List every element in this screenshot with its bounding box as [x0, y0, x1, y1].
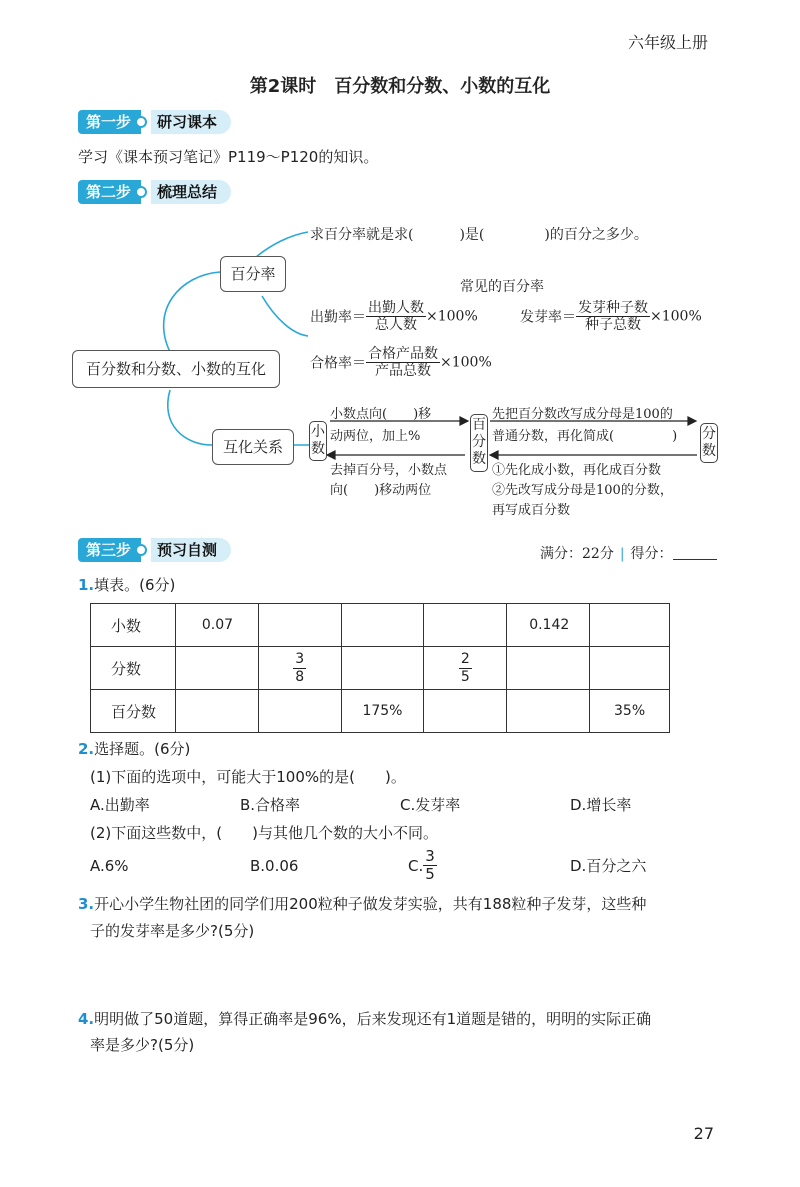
fill-table — [90, 603, 670, 733]
common-rates-label: 常见的百分率 — [460, 279, 544, 295]
question-2-sub1-options — [90, 794, 650, 815]
table-row: 分数 $\frac{3}{8}$ $\frac{2}{5}$ — [91, 647, 670, 690]
connector-root-percent-rate — [164, 272, 220, 352]
option-d[interactable]: D.百分之六 — [570, 857, 647, 876]
fraction-to-percent-method-3: 再写成百分数 — [492, 503, 571, 518]
connector-to-definition — [255, 232, 308, 258]
mindmap-root: 百分数和分数、小数的互化 — [72, 350, 280, 388]
arrow-head-right — [460, 417, 468, 425]
question-4-line2: 率是多少?(5分) — [90, 1036, 195, 1054]
node-relation: 互化关系 — [212, 429, 294, 465]
arrow-head-left — [327, 451, 335, 459]
option-d[interactable]: D.增长率 — [570, 796, 632, 814]
node-percent-rate: 百分率 — [220, 256, 286, 292]
table-row: 小数 0.07 0.142 — [91, 604, 670, 647]
connector-root-relation — [168, 390, 212, 445]
arrow-head-left — [490, 451, 498, 459]
percent-to-decimal-rule: 去掉百分号，小数点 — [330, 463, 448, 478]
score-blank[interactable] — [673, 545, 717, 560]
option-c[interactable]: C.发芽率 — [400, 796, 461, 814]
table-row: 百分数 175% 35% — [91, 690, 670, 733]
step3-name: 预习自测 — [151, 538, 231, 562]
connector-to-formulas — [262, 296, 308, 336]
formula-pass: 合格率＝ $\frac{\text{合格产品数}}{\text{产品总数}}$ ×100% — [310, 346, 492, 380]
question-2-sub1: (1)下面的选项中，可能大于100%的是( )。 — [90, 768, 406, 786]
percent-to-fraction-rule: 先把百分数改写成分母是100的 — [492, 407, 673, 422]
question-2: 2.选择题。(6分) — [78, 740, 191, 758]
fraction-to-percent-method-1: ①先化成小数，再化成百分数 — [492, 463, 662, 478]
score-label: 得分： — [630, 546, 673, 562]
question-3: 3.开心小学生物社团的同学们用200粒种子做发芽实验，共有188粒种子发芽，这些种 — [78, 895, 647, 913]
formula-attendance: 出勤率＝ $\frac{\text{出勤人数}}{\text{总人数}}$ ×100% — [310, 300, 478, 334]
step3-tag: 第三步 — [78, 538, 141, 562]
decimal-to-percent-rule: 小数点向( )移 — [330, 407, 432, 422]
option-b[interactable]: B.0.06 — [250, 856, 299, 875]
score-box: 满分：22分 | 得分： — [540, 543, 717, 563]
percent-to-fraction-rule-2: 普通分数，再化简成( ) — [492, 429, 678, 444]
bullet-icon — [135, 544, 147, 556]
lesson-name: 百分数和分数、小数的互化 — [334, 76, 551, 97]
node-decimal: 小数 — [309, 421, 327, 461]
grade-label: 六年级上册 — [627, 33, 708, 52]
step3-banner — [78, 538, 231, 562]
lesson-number: 第2课时 — [249, 76, 317, 97]
step1-name: 研习课本 — [151, 110, 231, 134]
option-c[interactable]: C. $\frac{3}{5}$ — [408, 847, 435, 884]
question-2-sub2: (2)下面这些数中，( )与其他几个数的大小不同。 — [90, 824, 438, 842]
node-percent: 百分数 — [470, 414, 488, 472]
option-a[interactable]: A.6% — [90, 856, 129, 875]
option-b[interactable]: B.合格率 — [240, 796, 301, 814]
page-number: 27 — [693, 1124, 714, 1143]
formula-germination: 发芽率＝ $\frac{\text{发芽种子数}}{\text{种子总数}}$ ×100% — [520, 300, 702, 334]
decimal-to-percent-rule-2: 动两位，加上% — [330, 429, 421, 444]
question-4: 4.明明做了50道题，算得正确率是96%，后来发现还有1道题是错的，明明的实际正确 — [78, 1010, 652, 1028]
percent-to-decimal-rule-2: 向( )移动两位 — [330, 483, 432, 498]
step1-text: 学习《课本预习笔记》P119～P120的知识。 — [78, 148, 379, 166]
question-3-line2: 子的发芽率是多少?(5分) — [90, 922, 255, 940]
question-1: 1.填表。(6分) — [78, 576, 176, 594]
full-score: 满分：22分 — [540, 546, 614, 562]
node-fraction: 分数 — [700, 423, 718, 463]
step1-tag: 第一步 — [78, 110, 141, 134]
fraction-to-percent-method-2: ②先改写成分母是100的分数， — [492, 483, 673, 498]
question-2-sub2-options — [90, 848, 660, 884]
option-a[interactable]: A.出勤率 — [90, 796, 150, 814]
arrow-head-right — [688, 417, 696, 425]
step2-name: 梳理总结 — [151, 180, 231, 204]
percent-rate-definition: 求百分率就是求( )是( )的百分之多少。 — [310, 227, 648, 243]
step2-tag: 第二步 — [78, 180, 141, 204]
